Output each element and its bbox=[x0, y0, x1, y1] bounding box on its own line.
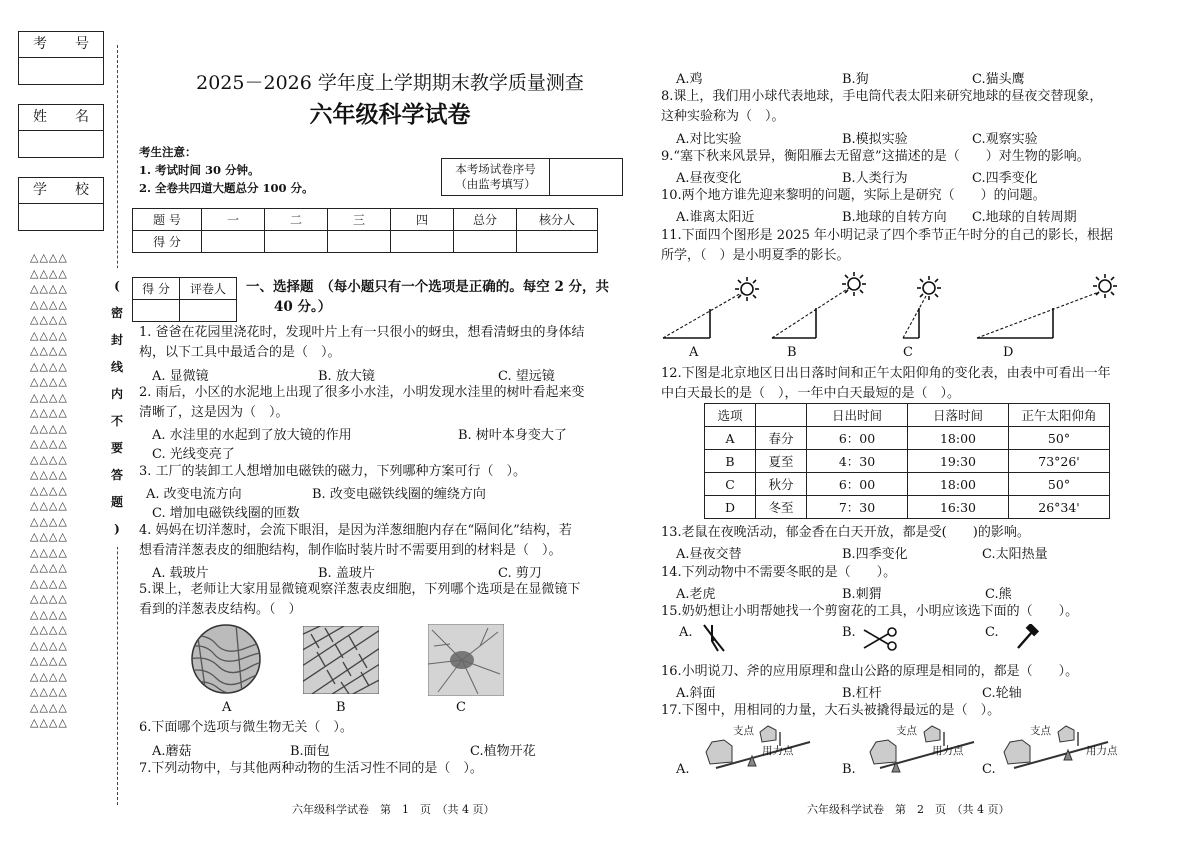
q2-option-a[interactable]: A. 水洼里的水起到了放大镜的作用 bbox=[152, 428, 352, 443]
q15-option-c[interactable]: C. bbox=[985, 625, 999, 640]
seal-notice bbox=[104, 268, 130, 547]
t12-cell: D bbox=[705, 496, 756, 519]
t12-header: 正午太阳仰角 bbox=[1009, 404, 1110, 427]
sun-data-table bbox=[704, 403, 1110, 519]
q10-option-b[interactable]: B.地球的自转方向 bbox=[842, 210, 947, 225]
serial-sub: （由监考填写） bbox=[455, 177, 536, 191]
q15-line1: 15.奶奶想让小明帮她找一个剪窗花的工具，小明应该选下面的（ ）。 bbox=[661, 604, 1079, 619]
q9-option-c[interactable]: C.四季变化 bbox=[972, 171, 1038, 186]
seal-char: 题 bbox=[110, 495, 123, 509]
triangle-row: △△△△ bbox=[30, 468, 68, 481]
grader-name-cell[interactable] bbox=[180, 300, 237, 322]
score-header-cell: 总分 bbox=[454, 209, 517, 231]
q12-line2: 中白天最长的是（ ），一年中白天最短的是（ ）。 bbox=[661, 385, 961, 401]
t12-cell: 73°26' bbox=[1009, 450, 1110, 473]
exam-title: 2025－2026 学年度上学期期末教学质量测查 bbox=[196, 72, 584, 94]
score-table bbox=[132, 208, 598, 253]
question-13 bbox=[661, 523, 1030, 543]
grader-table bbox=[132, 277, 237, 322]
question-11 bbox=[661, 226, 1113, 265]
notice bbox=[139, 143, 314, 197]
triangle-row: △△△△ bbox=[30, 561, 68, 574]
t12-cell: 50° bbox=[1009, 473, 1110, 496]
q9-option-b[interactable]: B.人类行为 bbox=[842, 171, 908, 186]
question-9 bbox=[661, 147, 1090, 167]
triangle-row: △△△△ bbox=[30, 328, 68, 342]
q6-option-b[interactable]: B.面包 bbox=[290, 744, 330, 759]
triangle-row: △△△△ bbox=[30, 437, 68, 450]
q1-option-b[interactable]: B. 放大镜 bbox=[318, 369, 375, 384]
notice-item-1: 1. 考试时间 30 分钟。 bbox=[139, 163, 260, 177]
onion-cell-image-b[interactable] bbox=[303, 626, 379, 694]
score-header-cell: 一 bbox=[202, 209, 265, 231]
t12-cell: 夏至 bbox=[756, 450, 807, 473]
fulcrum-label-a: 支点 bbox=[733, 725, 754, 737]
school-box bbox=[18, 177, 104, 231]
score-cell[interactable] bbox=[265, 231, 328, 253]
grader-score-label: 得 分 bbox=[133, 278, 180, 300]
q11-line1: 11.下面四个图形是 2025 年小明记录了四个季节正午时分的自己的影长，根据 bbox=[661, 228, 1114, 243]
seal-char: ( bbox=[114, 279, 120, 293]
q3-option-a[interactable]: A. 改变电流方向 bbox=[146, 487, 242, 502]
q11-label-d: D bbox=[1003, 345, 1014, 360]
question-4 bbox=[139, 521, 572, 560]
q11-label-a: A bbox=[689, 345, 699, 360]
footer-left: 六年级科学试卷 第 1 页 （共 4 页） bbox=[292, 803, 495, 816]
score-header-cell: 四 bbox=[391, 209, 454, 231]
triangle-row: △△△△ bbox=[30, 282, 68, 295]
section1-title bbox=[246, 278, 609, 317]
t12-cell: 秋分 bbox=[756, 473, 807, 496]
triangle-row: △△△△ bbox=[30, 499, 68, 512]
q12-line1: 12.下图是北京地区日出日落时间和正午太阳仰角的变化表，由表中可看出一年 bbox=[661, 366, 1111, 381]
triangle-row: △△△△ bbox=[30, 716, 68, 729]
t12-header: 日落时间 bbox=[908, 404, 1009, 427]
t12-cell: 6：00 bbox=[807, 473, 908, 496]
q5-label-c: C bbox=[456, 700, 466, 715]
table-row bbox=[705, 427, 1110, 450]
shadow-diagram-a[interactable] bbox=[663, 277, 759, 338]
question-5 bbox=[139, 580, 580, 619]
score-cell[interactable] bbox=[517, 231, 598, 253]
t12-header bbox=[756, 404, 807, 427]
q11-label-c: C bbox=[903, 345, 913, 360]
score-cell[interactable] bbox=[391, 231, 454, 253]
shadow-diagrams bbox=[655, 272, 1125, 344]
triangle-row: △△△△ bbox=[30, 530, 68, 543]
q14-option-a[interactable]: A.老虎 bbox=[676, 587, 716, 602]
triangle-row: △△△△ bbox=[30, 607, 68, 621]
score-header-cell: 核分人 bbox=[517, 209, 598, 231]
seal-char: 线 bbox=[110, 360, 123, 374]
table-row bbox=[705, 450, 1110, 473]
onion-cell-image-a[interactable] bbox=[186, 624, 266, 694]
q2-option-b[interactable]: B. 树叶本身变大了 bbox=[458, 428, 567, 443]
score-row-label: 得 分 bbox=[133, 231, 202, 253]
q16-option-c[interactable]: C.轮轴 bbox=[982, 686, 1022, 701]
q2-line1: 2. 雨后，小区的水泥地上出现了很多小水洼，小明发现水洼里的树叶看起来变 bbox=[139, 385, 585, 400]
q16-line1: 16.小明说刀、斧的应用原理和盘山公路的原理是相同的，都是（ ）。 bbox=[661, 664, 1079, 679]
triangle-row: △△△△ bbox=[30, 545, 68, 559]
q6-option-c[interactable]: C.植物开花 bbox=[470, 744, 536, 759]
onion-cell-image-c[interactable] bbox=[428, 624, 504, 696]
q8-option-b[interactable]: B.模拟实验 bbox=[842, 132, 908, 147]
t12-cell: 冬至 bbox=[756, 496, 807, 519]
school-label: 学 校 bbox=[19, 178, 103, 204]
q3-line1: 3. 工厂的装卸工人想增加电磁铁的磁力，下列哪种方案可行（ ）。 bbox=[139, 464, 527, 479]
q14-line1: 14.下列动物中不需要冬眠的是（ ）。 bbox=[661, 565, 897, 580]
q7-option-c[interactable]: C.猫头鹰 bbox=[972, 72, 1025, 87]
triangle-row: △△△△ bbox=[30, 313, 68, 326]
section1-title-line1: 一、选择题 （每小题只有一个选项是正确的。每空 2 分，共 bbox=[246, 279, 610, 295]
seal-char: 封 bbox=[110, 333, 123, 347]
q5-label-a: A bbox=[222, 700, 232, 715]
question-17 bbox=[661, 701, 1000, 721]
grader-score-cell[interactable] bbox=[133, 300, 180, 322]
triangle-row: △△△△ bbox=[30, 638, 68, 652]
q13-option-b[interactable]: B.四季变化 bbox=[842, 547, 908, 562]
q8-option-c[interactable]: C.观察实验 bbox=[972, 132, 1038, 147]
q4-option-b[interactable]: B. 盖玻片 bbox=[318, 566, 375, 581]
question-1 bbox=[139, 323, 585, 362]
triangle-row: △△△△ bbox=[30, 685, 68, 698]
name-label: 姓 名 bbox=[19, 105, 103, 131]
triangle-row: △△△△ bbox=[30, 359, 68, 373]
q10-option-c[interactable]: C.地球的自转周期 bbox=[972, 210, 1077, 225]
exam-no-box bbox=[18, 31, 104, 85]
section1-title-line2: 40 分。） bbox=[274, 298, 332, 315]
q1-option-a[interactable]: A. 显微镜 bbox=[152, 369, 209, 384]
t12-cell: A bbox=[705, 427, 756, 450]
notice-item-2: 2. 全卷共四道大题总分 100 分。 bbox=[139, 181, 314, 195]
q14-option-c[interactable]: C.熊 bbox=[985, 587, 1012, 602]
triangle-row: △△△△ bbox=[30, 344, 68, 357]
q16-option-b[interactable]: B.杠杆 bbox=[842, 686, 882, 701]
triangle-row: △△△△ bbox=[30, 406, 68, 419]
q11-line2: 所学，（ ）是小明夏季的影长。 bbox=[661, 247, 850, 263]
seal-char: 内 bbox=[110, 387, 123, 401]
table-row bbox=[705, 473, 1110, 496]
q7-option-b[interactable]: B.狗 bbox=[842, 72, 869, 87]
triangle-row: △△△△ bbox=[30, 592, 68, 605]
q14-option-b[interactable]: B.刺猬 bbox=[842, 587, 882, 602]
seal-char: 密 bbox=[110, 306, 123, 320]
triangle-row: △△△△ bbox=[30, 390, 68, 404]
q1-line2: 构，以下工具中最适合的是（ ）。 bbox=[139, 344, 341, 360]
triangle-row: △△△△ bbox=[30, 375, 68, 388]
force-label-c: 用力点 bbox=[1086, 745, 1118, 757]
score-cell[interactable] bbox=[454, 231, 517, 253]
shadow-diagram-c[interactable] bbox=[903, 276, 941, 338]
exam-no-label: 考 号 bbox=[19, 32, 103, 58]
q8-line2: 这种实验称为（ ）。 bbox=[661, 108, 785, 124]
question-7 bbox=[139, 759, 483, 779]
shadow-diagram-d[interactable] bbox=[977, 274, 1117, 338]
question-14 bbox=[661, 563, 896, 583]
q17-line1: 17.下图中，用相同的力量，大石头被撬得最远的是（ ）。 bbox=[661, 703, 1001, 718]
q6-option-a[interactable]: A.蘑菇 bbox=[152, 744, 192, 759]
score-cell[interactable] bbox=[328, 231, 391, 253]
t12-cell: 春分 bbox=[756, 427, 807, 450]
triangle-row: △△△△ bbox=[30, 483, 68, 497]
triangle-pattern bbox=[30, 250, 90, 731]
force-label-a: 用力点 bbox=[762, 745, 794, 757]
q4-option-c[interactable]: C. 剪刀 bbox=[498, 566, 542, 581]
scissors-icon[interactable] bbox=[862, 626, 898, 652]
serial-box bbox=[441, 158, 623, 196]
question-15 bbox=[661, 602, 1078, 622]
triangle-row: △△△△ bbox=[30, 514, 68, 528]
q8-line1: 8.课上，我们用小球代表地球，手电筒代表太阳来研究地球的昼夜交替现象， bbox=[661, 89, 1103, 104]
serial-input[interactable] bbox=[550, 159, 623, 196]
q17-option-a[interactable]: A. bbox=[676, 762, 690, 777]
q9-line1: 9.“塞下秋来风景异，衡阳雁去无留意”这描述的是（ ）对生物的影响。 bbox=[661, 149, 1090, 164]
triangle-row: △△△△ bbox=[30, 251, 68, 264]
q13-option-a[interactable]: A.昼夜交替 bbox=[676, 547, 742, 562]
triangle-row: △△△△ bbox=[30, 700, 68, 714]
t12-cell: 6：00 bbox=[807, 427, 908, 450]
table-row bbox=[705, 496, 1110, 519]
seal-char: ) bbox=[114, 522, 120, 536]
q1-option-c[interactable]: C. 望远镜 bbox=[498, 369, 555, 384]
question-3 bbox=[139, 462, 526, 482]
score-header-cell: 三 bbox=[328, 209, 391, 231]
triangle-row: △△△△ bbox=[30, 654, 68, 667]
hammer-icon[interactable] bbox=[1012, 624, 1040, 652]
fulcrum-label-c: 支点 bbox=[1030, 725, 1051, 737]
q17-option-c[interactable]: C. bbox=[982, 762, 996, 777]
triangle-row: △△△△ bbox=[30, 266, 68, 280]
notice-title: 考生注意： bbox=[139, 145, 197, 159]
q13-line1: 13.老鼠在夜晚活动，郁金香在白天开放，都是受( )的影响。 bbox=[661, 525, 1030, 540]
q15-option-b[interactable]: B. bbox=[842, 625, 856, 640]
q4-line1: 4. 妈妈在切洋葱时，会流下眼泪，是因为洋葱细胞内存在“隔间化”结构，若 bbox=[139, 523, 572, 538]
q2-line2: 清晰了，这是因为（ ）。 bbox=[139, 404, 289, 420]
t12-cell: 18:00 bbox=[908, 427, 1009, 450]
serial-label: 本考场试卷序号 bbox=[455, 162, 536, 176]
q10-option-a[interactable]: A.谁离太阳近 bbox=[676, 210, 755, 225]
t12-cell: 7：30 bbox=[807, 496, 908, 519]
score-header-cell: 二 bbox=[265, 209, 328, 231]
t12-cell: 26°34' bbox=[1009, 496, 1110, 519]
t12-header: 选项 bbox=[705, 404, 756, 427]
exam-subtitle: 六年级科学试卷 bbox=[309, 101, 471, 128]
score-header-cell: 题 号 bbox=[133, 209, 202, 231]
pliers-icon[interactable] bbox=[700, 623, 728, 653]
fulcrum-label-b: 支点 bbox=[896, 725, 917, 737]
q5-line2: 看到的洋葱表皮结构。（ ） bbox=[139, 601, 302, 617]
q9-option-a[interactable]: A.昼夜变化 bbox=[676, 171, 742, 186]
question-12 bbox=[661, 364, 1111, 403]
seal-char: 要 bbox=[110, 441, 123, 455]
triangle-row: △△△△ bbox=[30, 623, 68, 636]
q17-option-b[interactable]: B. bbox=[842, 762, 856, 777]
triangle-row: △△△△ bbox=[30, 297, 68, 311]
t12-cell: 16:30 bbox=[908, 496, 1009, 519]
q6-line1: 6.下面哪个选项与微生物无关（ ）。 bbox=[139, 720, 353, 735]
t12-cell: B bbox=[705, 450, 756, 473]
question-16 bbox=[661, 662, 1078, 682]
t12-header: 日出时间 bbox=[807, 404, 908, 427]
footer-right: 六年级科学试卷 第 2 页 （共 4 页） bbox=[807, 803, 1010, 816]
q3-option-b[interactable]: B. 改变电磁铁线圈的缠绕方向 bbox=[312, 487, 486, 502]
q8-option-a[interactable]: A.对比实验 bbox=[676, 132, 742, 147]
force-label-b: 用力点 bbox=[932, 745, 964, 757]
q15-option-a[interactable]: A. bbox=[679, 625, 693, 640]
q3-option-c[interactable]: C. 增加电磁铁线圈的匝数 bbox=[152, 506, 300, 521]
t12-cell: 4：30 bbox=[807, 450, 908, 473]
question-2 bbox=[139, 383, 585, 422]
question-6 bbox=[139, 718, 353, 738]
triangle-row: △△△△ bbox=[30, 576, 68, 590]
t12-cell: 18:00 bbox=[908, 473, 1009, 496]
q16-option-a[interactable]: A.斜面 bbox=[676, 686, 716, 701]
q4-line2: 想看清洋葱表皮的细胞结构，制作临时装片时不需要用到的材料是（ ）。 bbox=[139, 542, 562, 558]
q2-option-c[interactable]: C. 光线变亮了 bbox=[152, 447, 235, 462]
triangle-row: △△△△ bbox=[30, 669, 68, 683]
q5-label-b: B bbox=[336, 700, 346, 715]
name-box bbox=[18, 104, 104, 158]
q13-option-c[interactable]: C.太阳热量 bbox=[982, 547, 1048, 562]
shadow-diagram-b[interactable] bbox=[772, 272, 866, 338]
t12-cell: C bbox=[705, 473, 756, 496]
q5-line1: 5.课上，老师让大家用显微镜观察洋葱表皮细胞，下列哪个选项是在显微镜下 bbox=[139, 582, 581, 597]
q1-line1: 1. 爸爸在花园里浇花时，发现叶片上有一只很小的蚜虫，想看清蚜虫的身体结 bbox=[139, 325, 585, 340]
triangle-row: △△△△ bbox=[30, 452, 68, 466]
seal-char: 不 bbox=[110, 414, 123, 428]
q4-option-a[interactable]: A. 载玻片 bbox=[152, 566, 209, 581]
q7-line1: 7.下列动物中，与其他两种动物的生活习性不同的是（ ）。 bbox=[139, 761, 483, 776]
question-8 bbox=[661, 87, 1102, 126]
lever-diagram-a[interactable] bbox=[702, 722, 812, 780]
grader-name-label: 评卷人 bbox=[180, 278, 237, 300]
t12-cell: 50° bbox=[1009, 427, 1110, 450]
q7-option-a[interactable]: A.鸡 bbox=[676, 72, 703, 87]
seal-char: 答 bbox=[110, 468, 123, 482]
question-10 bbox=[661, 186, 1046, 206]
q10-line1: 10.两个地方谁先迎来黎明的问题，实际上是研究（ ）的问题。 bbox=[661, 188, 1046, 203]
triangle-row: △△△△ bbox=[30, 421, 68, 435]
q11-label-b: B bbox=[787, 345, 797, 360]
t12-cell: 19:30 bbox=[908, 450, 1009, 473]
score-cell[interactable] bbox=[202, 231, 265, 253]
